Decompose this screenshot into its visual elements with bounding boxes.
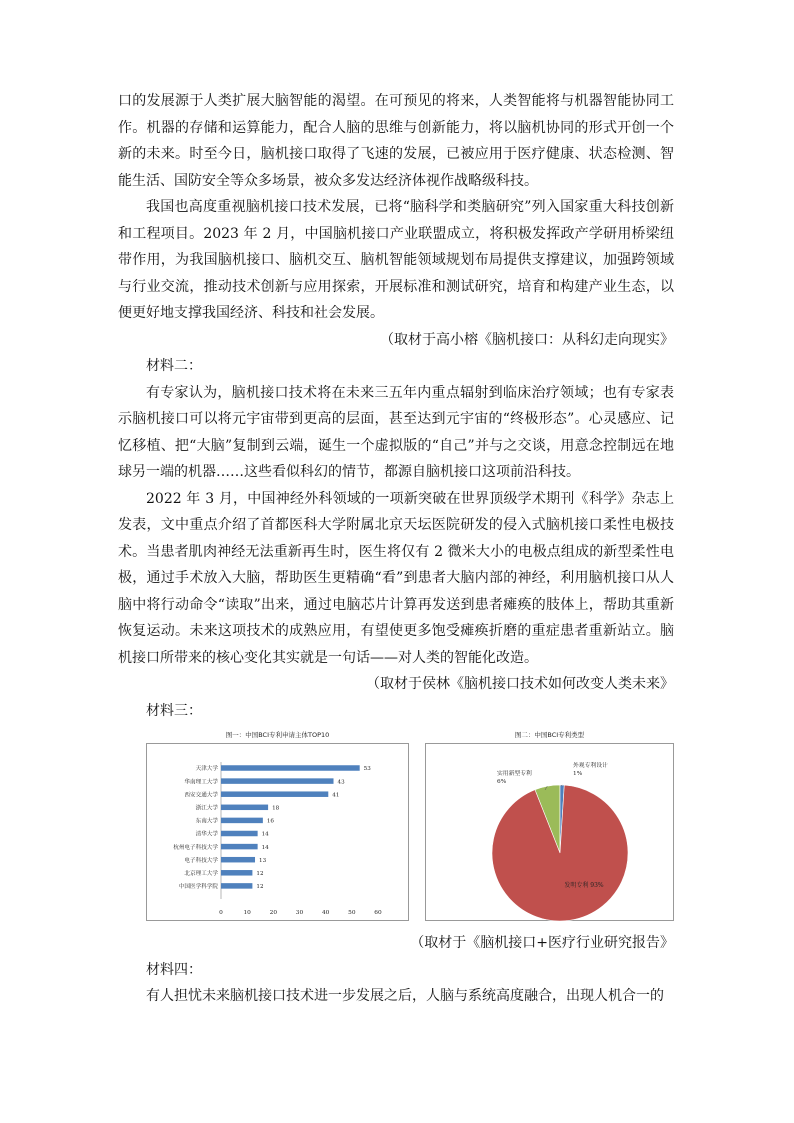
document-body (118, 88, 674, 1010)
bar-x-tick-label: 50 (348, 910, 356, 916)
pie-slice-label: 6% (497, 779, 507, 785)
pie-slice-label: 发明专利 93% (564, 882, 604, 889)
paragraph-4: 2022 年 3 月，中国神经外科领域的一项新突破在世界顶级学术期刊《科学》杂志上发表，文中重点介绍了首都医科大学附属北京天坛医院研发的侵入式脑机接口柔性电极技术。当患者肌肉神经无法重新再生时，医生将仅有 2 微米大小的电极点组成的新型柔性电极，通过手术放入大脑，帮助医生更精确“看”到患者大脑内部的神经，利用脑机接口从人脑中将行动命令“读取”出来，通过电脑芯片计算再发送到患者瘫痪的肢体上，帮助其重新恢复运动。未来这项技术的成熟应用，有望使更多饱受瘫痪折磨的重症患者重新站立。脑机接口所带来的核心变化其实就是一句话——对人类的智能化改造。 (118, 490, 674, 666)
bar-category-label: 杭州电子科技大学 (173, 844, 218, 851)
bar-category-label: 西安交通大学 (184, 792, 218, 799)
bar-category-label: 天津大学 (195, 766, 218, 773)
bar (221, 883, 252, 889)
bar (221, 831, 258, 837)
pie-slice-label: 1% (573, 771, 583, 777)
bar-x-tick-label: 60 (374, 910, 382, 916)
bar-data-label: 53 (363, 766, 371, 773)
pie-slice-label: 外观专利设计 (573, 763, 608, 769)
paragraph-3: 有专家认为，脑机接口技术将在未来三五年内重点辐射到临床治疗领域；也有专家表示脑机接口可以将元宇宙带到更高的层面，甚至达到元宇宙的“终极形态”。心灵感应、记忆移植、把“大脑”复制到云端，诞生一个虚拟版的“自己”并与之交谈，用意念控制远在地球另一端的机器……这些看似科幻的情节，都源自脑机接口这项前沿科技。 (118, 384, 674, 480)
pie-slice-label: 实用新型专利 (497, 771, 532, 777)
material-3-label: 材料三： (146, 702, 202, 719)
bar-x-tick-label: 0 (219, 910, 223, 916)
bar-data-label: 12 (256, 884, 264, 891)
bar (221, 805, 268, 811)
material-4-label: 材料四： (146, 961, 202, 978)
bar-category-label: 中国医学科学院 (178, 884, 218, 891)
bar-data-label: 12 (256, 871, 264, 877)
paragraph-5: 有人担忧未来脑机接口技术进一步发展之后，人脑与系统高度融合，出现人机合一的 (146, 988, 664, 1004)
charts-row (118, 730, 674, 926)
paragraph-2: 我国也高度重视脑机接口技术发展，已将“脑科学和类脑研究”列入国家重大科技创新和工程项目。2023 年 2 月，中国脑机接口产业联盟成立，将积极发挥政产学研用桥梁纽带作用，为我国脑机接口、脑机交互、脑机智能领域规划布局提供支撑建议，加强跨领域与行业交流，推动技术创新与应用探索，开展标准和测试研究，培育和构建产业生态，以便更好地支撑我国经济、科技和社会发展。 (118, 199, 674, 321)
bar (221, 765, 360, 771)
bar (221, 791, 328, 797)
bar-chart (146, 743, 409, 921)
bar-x-tick-label: 10 (243, 910, 251, 916)
pie-chart-container (425, 730, 674, 921)
bar-data-label: 43 (337, 779, 345, 786)
bar-category-label: 清华大学 (195, 831, 218, 838)
bar-category-label: 北京理工大学 (184, 871, 218, 877)
bar (221, 818, 263, 824)
material-2-label: 材料二： (146, 358, 202, 374)
bar-data-label: 18 (272, 805, 280, 812)
bar-data-label: 41 (332, 792, 340, 799)
bar-chart-container (146, 730, 409, 921)
source-citation-1: （取材于高小榕《脑机接口：从科幻走向现实》 (380, 331, 674, 348)
bar (221, 857, 255, 863)
bar-x-tick-label: 30 (295, 910, 304, 916)
bar (221, 870, 252, 876)
pie-chart-title: 图二：中国BCI专利类型 (514, 731, 585, 739)
bar (221, 844, 258, 850)
bar-data-label: 16 (266, 818, 274, 825)
bar-data-label: 14 (261, 844, 269, 851)
bar (221, 778, 334, 784)
bar-category-label: 华南理工大学 (184, 779, 218, 786)
paragraph-1: 口的发展源于人类扩展大脑智能的渴望。在可预见的将来，人类智能将与机器智能协同工作。机器的存储和运算能力，配合人脑的思维与创新能力，将以脑机协同的形式开创一个新的未来。时至今日，脑机接口取得了飞速的发展，已被应用于医疗健康、状态检测、智能生活、国防安全等众多场景，被众多发达经济体视作战略级科技。 (118, 93, 674, 189)
bar-data-label: 14 (261, 831, 269, 838)
bar-category-label: 电子科技大学 (184, 857, 218, 864)
bar-x-tick-label: 40 (321, 910, 330, 916)
source-citation-3: （取材于《脑机接口+医疗行业研究报告》 (410, 935, 674, 951)
source-citation-2: （取材于侯林《脑机接口技术如何改变人类未来》 (366, 676, 674, 692)
bar-x-tick-label: 20 (269, 910, 278, 916)
bar-chart-title: 图一：中国BCI专利申请主体TOP10 (225, 731, 330, 739)
bar-category-label: 东南大学 (195, 818, 218, 825)
bar-data-label: 13 (259, 857, 267, 864)
bar-category-label: 浙江大学 (195, 805, 218, 812)
pie-chart (425, 743, 674, 921)
